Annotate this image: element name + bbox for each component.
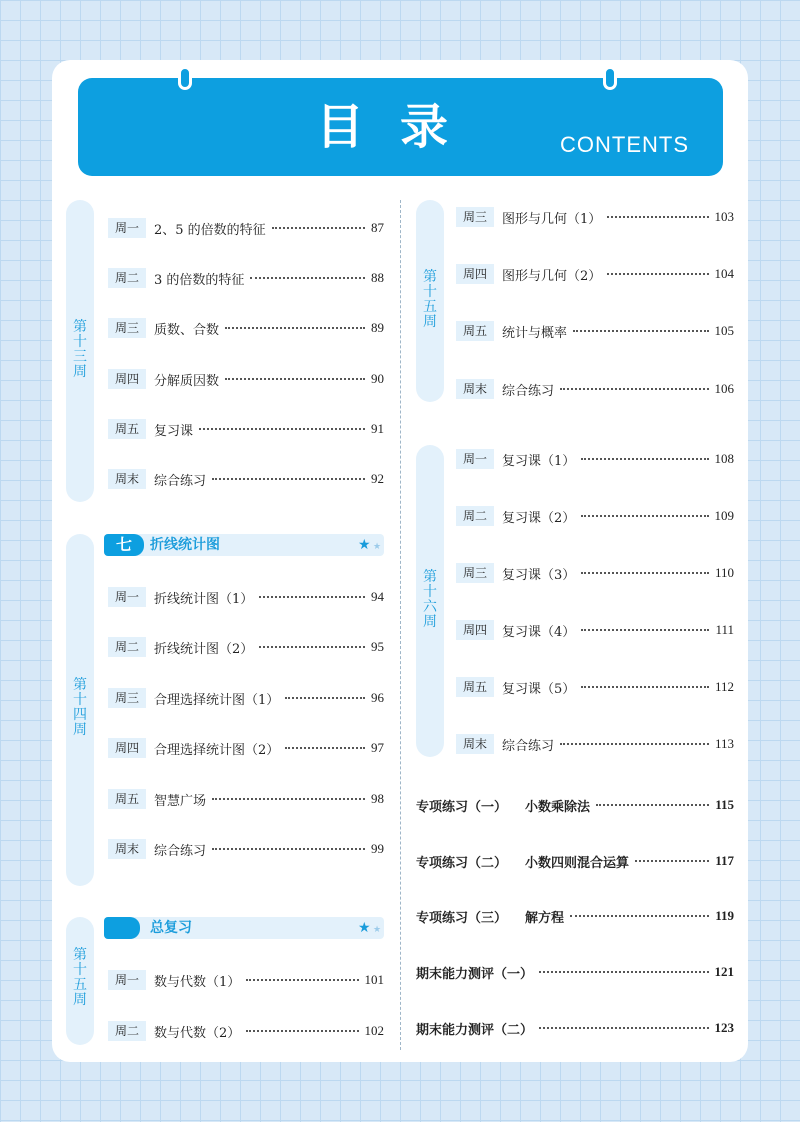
page-number: 112 xyxy=(714,679,734,694)
toc-entry[interactable] xyxy=(456,447,734,471)
column-divider xyxy=(400,200,401,1050)
page-number: 106 xyxy=(714,381,734,396)
day-label: 周五 xyxy=(108,789,146,809)
day-label: 周二 xyxy=(108,637,146,657)
toc-entry[interactable] xyxy=(108,837,384,861)
toc-special-entry[interactable] xyxy=(416,960,734,984)
topic-title: 复习课（3） xyxy=(502,567,576,583)
page-number: 96 xyxy=(371,690,384,705)
toc-entry[interactable] xyxy=(456,262,734,286)
topic-title: 图形与几何（1） xyxy=(502,211,602,227)
day-label: 周一 xyxy=(456,449,494,469)
day-label: 周五 xyxy=(108,419,146,439)
page-number: 91 xyxy=(371,421,384,436)
dot-leader xyxy=(259,596,365,598)
day-label: 周一 xyxy=(108,587,146,607)
dot-leader xyxy=(539,1027,708,1029)
dot-leader xyxy=(225,378,365,380)
dot-leader xyxy=(560,743,709,745)
binder-ring xyxy=(603,66,617,90)
toc-entry[interactable] xyxy=(108,216,384,240)
topic-title: 2、5 的倍数的特征 xyxy=(154,222,266,238)
toc-entry[interactable] xyxy=(108,635,384,659)
special-subtitle: 小数乘除法 xyxy=(525,799,591,815)
toc-special-entry[interactable] xyxy=(416,904,734,928)
page-number: 123 xyxy=(714,1020,734,1035)
review-tab xyxy=(104,917,140,939)
topic-title: 合理选择统计图（1） xyxy=(154,692,280,708)
page-number: 105 xyxy=(714,323,734,338)
dot-leader xyxy=(570,915,709,917)
unit-title: 折线统计图 xyxy=(150,537,220,553)
dot-leader xyxy=(212,848,365,850)
week-16-label: 第 十 六 周 xyxy=(423,569,437,630)
page-number: 110 xyxy=(714,565,734,580)
day-label: 周三 xyxy=(456,563,494,583)
dot-leader xyxy=(272,227,365,229)
special-title: 期末能力测评（一） xyxy=(416,966,534,982)
topic-title: 复习课 xyxy=(154,423,194,439)
toc-entry[interactable] xyxy=(456,377,734,401)
dot-leader xyxy=(259,646,365,648)
week-15-label: 第 十 五 周 xyxy=(73,947,87,1008)
dot-leader xyxy=(246,979,358,981)
unit-banner xyxy=(104,534,384,556)
toc-entry[interactable] xyxy=(108,266,384,290)
day-label: 周三 xyxy=(108,318,146,338)
toc-special-entry[interactable] xyxy=(416,849,734,873)
dot-leader xyxy=(199,428,365,430)
day-label: 周四 xyxy=(456,620,494,640)
page-number: 88 xyxy=(371,270,384,285)
dot-leader xyxy=(596,804,709,806)
toc-entry[interactable] xyxy=(108,736,384,760)
toc-entry[interactable] xyxy=(456,504,734,528)
topic-title: 综合练习 xyxy=(502,383,555,399)
topic-title: 综合练习 xyxy=(502,738,555,754)
dot-leader xyxy=(581,686,709,688)
page-number: 92 xyxy=(371,471,384,486)
special-title: 期末能力测评（二） xyxy=(416,1022,534,1038)
page-number: 108 xyxy=(714,451,734,466)
day-label: 周末 xyxy=(456,734,494,754)
day-label: 周一 xyxy=(108,970,146,990)
page-title: 目录 xyxy=(315,99,484,155)
page-number: 90 xyxy=(371,371,384,386)
dot-leader xyxy=(581,515,708,517)
day-label: 周二 xyxy=(108,1021,146,1041)
toc-entry[interactable] xyxy=(108,585,384,609)
dot-leader xyxy=(635,860,709,862)
day-label: 周末 xyxy=(456,379,494,399)
unit-number: 七 xyxy=(104,534,144,556)
dot-leader xyxy=(607,273,708,275)
week-14-label: 第 十 四 周 xyxy=(73,677,87,738)
dot-leader xyxy=(246,1030,358,1032)
special-title: 专项练习（一） xyxy=(416,799,508,815)
toc-entry[interactable] xyxy=(456,561,734,585)
page-number: 104 xyxy=(714,266,734,281)
topic-title: 复习课（2） xyxy=(502,510,576,526)
toc-entry[interactable] xyxy=(456,205,734,229)
dot-leader xyxy=(285,747,365,749)
day-label: 周三 xyxy=(456,207,494,227)
dot-leader xyxy=(581,572,709,574)
topic-title: 复习课（4） xyxy=(502,624,576,640)
page-number: 97 xyxy=(371,740,384,755)
page-number: 95 xyxy=(371,639,384,654)
week-13-label: 第 十 三 周 xyxy=(73,319,87,380)
toc-entry[interactable] xyxy=(456,732,734,756)
topic-title: 综合练习 xyxy=(154,473,207,489)
special-subtitle: 小数四则混合运算 xyxy=(525,855,630,871)
star-icon: ★ xyxy=(373,925,382,935)
star-icon: ★ xyxy=(358,537,371,553)
page-number: 99 xyxy=(371,841,384,856)
page-number: 103 xyxy=(714,209,734,224)
topic-title: 分解质因数 xyxy=(154,373,220,389)
toc-entry[interactable] xyxy=(108,686,384,710)
topic-title: 图形与几何（2） xyxy=(502,268,602,284)
toc-entry[interactable] xyxy=(108,1019,384,1043)
page-number: 117 xyxy=(715,853,734,868)
topic-title: 数与代数（2） xyxy=(154,1025,241,1041)
day-label: 周二 xyxy=(108,268,146,288)
day-label: 周四 xyxy=(456,264,494,284)
toc-entry[interactable] xyxy=(108,968,384,992)
special-subtitle: 解方程 xyxy=(525,910,565,926)
toc-entry[interactable] xyxy=(108,417,384,441)
topic-title: 合理选择统计图（2） xyxy=(154,742,280,758)
topic-title: 复习课（1） xyxy=(502,453,576,469)
special-title: 专项练习（三） xyxy=(416,910,508,926)
unit-title: 总复习 xyxy=(150,920,192,936)
page-number: 101 xyxy=(364,972,384,987)
topic-title: 复习课（5） xyxy=(502,681,576,697)
dot-leader xyxy=(212,478,365,480)
day-label: 周一 xyxy=(108,218,146,238)
topic-title: 数与代数（1） xyxy=(154,974,241,990)
day-label: 周末 xyxy=(108,469,146,489)
day-label: 周五 xyxy=(456,677,494,697)
page-number: 98 xyxy=(371,791,384,806)
dot-leader xyxy=(212,798,365,800)
page-number: 87 xyxy=(371,220,384,235)
page-number: 102 xyxy=(364,1023,384,1038)
toc-special-entry[interactable] xyxy=(416,1016,734,1040)
page-number: 109 xyxy=(714,508,734,523)
toc-entry[interactable] xyxy=(456,618,734,642)
toc-entry[interactable] xyxy=(108,316,384,340)
day-label: 周末 xyxy=(108,839,146,859)
topic-title: 综合练习 xyxy=(154,843,207,859)
toc-entry[interactable] xyxy=(456,675,734,699)
dot-leader xyxy=(573,330,708,332)
dot-leader xyxy=(539,971,708,973)
topic-title: 智慧广场 xyxy=(154,793,207,809)
page-number: 121 xyxy=(714,964,734,979)
page-number: 94 xyxy=(371,589,384,604)
topic-title: 质数、合数 xyxy=(154,322,220,338)
dot-leader xyxy=(581,629,709,631)
toc-special-entry[interactable] xyxy=(416,793,734,817)
dot-leader xyxy=(607,216,708,218)
page-number: 113 xyxy=(714,736,734,751)
week-15-label: 第 十 五 周 xyxy=(423,269,437,330)
toc-entry[interactable] xyxy=(108,787,384,811)
page-subtitle: CONTENTS xyxy=(560,132,689,157)
star-icon: ★ xyxy=(358,920,371,936)
binder-ring xyxy=(178,66,192,90)
topic-title: 3 的倍数的特征 xyxy=(154,272,245,288)
page-number: 115 xyxy=(715,797,734,812)
page-number: 111 xyxy=(715,622,734,637)
unit-banner xyxy=(104,917,384,939)
special-title: 专项练习（二） xyxy=(416,855,508,871)
day-label: 周四 xyxy=(108,738,146,758)
page-number: 119 xyxy=(715,908,734,923)
dot-leader xyxy=(560,388,708,390)
dot-leader xyxy=(225,327,365,329)
day-label: 周四 xyxy=(108,369,146,389)
toc-entry[interactable] xyxy=(456,319,734,343)
day-label: 周二 xyxy=(456,506,494,526)
topic-title: 折线统计图（2） xyxy=(154,641,254,657)
topic-title: 统计与概率 xyxy=(502,325,568,341)
day-label: 周五 xyxy=(456,321,494,341)
toc-entry[interactable] xyxy=(108,367,384,391)
page-number: 89 xyxy=(371,320,384,335)
topic-title: 折线统计图（1） xyxy=(154,591,254,607)
toc-entry[interactable] xyxy=(108,467,384,491)
dot-leader xyxy=(250,277,365,279)
dot-leader xyxy=(581,458,708,460)
dot-leader xyxy=(285,697,365,699)
star-icon: ★ xyxy=(373,542,382,552)
day-label: 周三 xyxy=(108,688,146,708)
